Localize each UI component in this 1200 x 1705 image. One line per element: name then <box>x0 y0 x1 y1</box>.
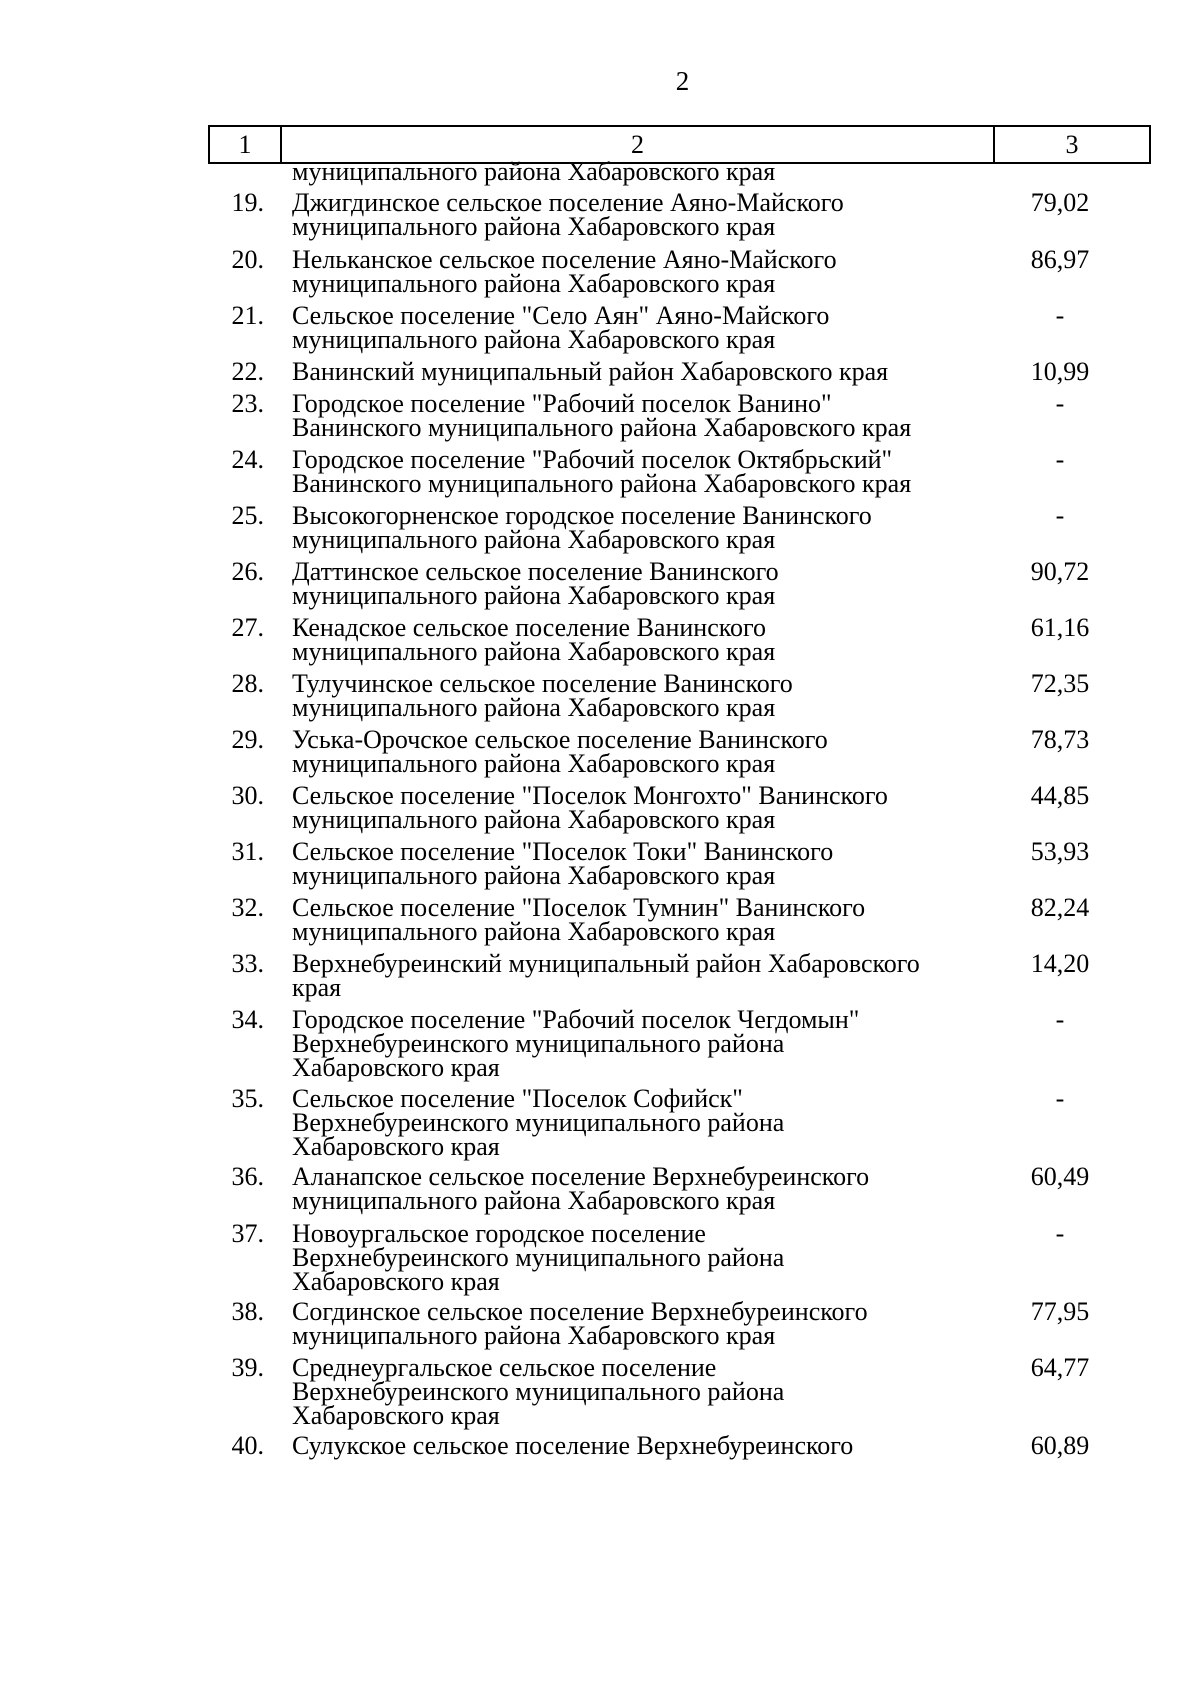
row-name <box>292 613 992 666</box>
row-number: 28. <box>231 669 264 698</box>
row-name <box>292 188 992 241</box>
row-name-line: Кенадское сельское поселение Ванинского <box>292 613 767 642</box>
row-value: 77,95 <box>1030 1297 1090 1326</box>
header-cell-2: 2 <box>282 127 995 162</box>
row-value: 61,16 <box>1030 613 1090 642</box>
row-name-line: муниципального района Хабаровского края <box>292 1321 776 1350</box>
row-value: - <box>1055 1219 1065 1248</box>
row-value: 14,20 <box>1030 949 1090 978</box>
row-number: 23. <box>231 389 264 418</box>
row-name-line: муниципального района Хабаровского края <box>292 917 776 946</box>
row-name-line: Новоургальское городское поселение <box>292 1219 706 1248</box>
row-value: - <box>1055 301 1065 330</box>
row-name-line: муниципального района Хабаровского края <box>292 693 776 722</box>
row-value: 60,49 <box>1030 1162 1090 1191</box>
row-name-line: Городское поселение "Рабочий поселок Чегдомын" <box>292 1005 860 1034</box>
row-name-line: муниципального района Хабаровского края <box>292 805 776 834</box>
row-name <box>292 781 992 834</box>
row-name-line: Хабаровского края <box>292 1132 500 1161</box>
row-name-line: Ванинский муниципальный район Хабаровского края <box>292 357 889 386</box>
row-name <box>292 1431 992 1460</box>
row-value: - <box>1055 1005 1065 1034</box>
row-name <box>292 837 992 890</box>
row-name-line: Даттинское сельское поселение Ванинского <box>292 557 779 586</box>
row-value: 64,77 <box>1030 1353 1090 1382</box>
row-name <box>292 1162 992 1215</box>
row-number: 35. <box>231 1084 264 1113</box>
row-name-line: Хабаровского края <box>292 1401 500 1430</box>
row-name-line: Верхнебуреинский муниципальный район Хабаровского <box>292 949 920 978</box>
row-number: 27. <box>231 613 264 642</box>
row-number: 33. <box>231 949 264 978</box>
row-name <box>292 669 992 722</box>
row-name-line: Сельское поселение "Поселок Софийск" <box>292 1084 743 1113</box>
row-name-line: Тулучинское сельское поселение Ванинского <box>292 669 793 698</box>
row-number: 19. <box>231 188 264 217</box>
row-name-line: муниципального района Хабаровского края <box>292 212 776 241</box>
row-value: 82,24 <box>1030 893 1090 922</box>
row-number: 20. <box>231 245 264 274</box>
row-number: 26. <box>231 557 264 586</box>
row-name <box>292 557 992 610</box>
row-name-line: муниципального района Хабаровского края <box>292 749 776 778</box>
row-value: 60,89 <box>1030 1431 1090 1460</box>
row-number: 37. <box>231 1219 264 1248</box>
header-cell-3: 3 <box>1065 129 1079 159</box>
row-name-line: Аланапское сельское поселение Верхнебуреинского <box>292 1162 870 1191</box>
row-name-line: Городское поселение "Рабочий поселок Октябрьский" <box>292 445 893 474</box>
row-number: 22. <box>231 357 264 386</box>
row-name-line: Сельское поселение "Поселок Монгохто" Ванинского <box>292 781 888 810</box>
row-name <box>292 1084 992 1161</box>
row-name-line: Хабаровского края <box>292 1053 500 1082</box>
row-name <box>292 893 992 946</box>
page-number: 2 <box>675 66 690 96</box>
row-number: 40. <box>231 1431 264 1460</box>
row-value: 53,93 <box>1030 837 1090 866</box>
row-value: 90,72 <box>1030 557 1090 586</box>
row-name <box>292 501 992 554</box>
row-name-line: муниципального района Хабаровского края <box>292 325 776 354</box>
row-name <box>292 725 992 778</box>
row-name-line: Уська-Орочское сельское поселение Ванинского <box>292 725 828 754</box>
row-name-line: Ванинского муниципального района Хабаровского края <box>292 469 912 498</box>
row-number: 29. <box>231 725 264 754</box>
row-number: 25. <box>231 501 264 530</box>
row-number: 36. <box>231 1162 264 1191</box>
row-name-line: Сельское поселение "Поселок Тумнин" Ванинского <box>292 893 866 922</box>
row-value: 78,73 <box>1030 725 1090 754</box>
row-name <box>292 357 992 386</box>
row-name-line: Сельское поселение "Поселок Токи" Ванинского <box>292 837 834 866</box>
row-value: - <box>1055 1084 1065 1113</box>
row-name-line: муниципального района Хабаровского края <box>292 581 776 610</box>
header-cell-1: 1 <box>210 127 282 162</box>
row-name <box>292 245 992 298</box>
row-value: - <box>1055 501 1065 530</box>
row-value: - <box>1055 445 1065 474</box>
row-value: - <box>1055 389 1065 418</box>
row-number: 21. <box>231 301 264 330</box>
row-number: 38. <box>231 1297 264 1326</box>
row-number: 30. <box>231 781 264 810</box>
row-name-line: Сулукское сельское поселение Верхнебуреинского <box>292 1431 854 1460</box>
row-value: 72,35 <box>1030 669 1090 698</box>
row-name <box>292 1297 992 1350</box>
continuation-line: муниципального района Хабаровского края <box>292 157 776 186</box>
row-name-line: муниципального района Хабаровского края <box>292 637 776 666</box>
row-name-line: Согдинское сельское поселение Верхнебуреинского <box>292 1297 868 1326</box>
row-name <box>292 1219 992 1296</box>
row-name-line: Среднеургальское сельское поселение <box>292 1353 717 1382</box>
row-name-line: муниципального района Хабаровского края <box>292 269 776 298</box>
row-name <box>292 949 992 1002</box>
row-name <box>292 301 992 354</box>
row-name-line: муниципального района Хабаровского края <box>292 525 776 554</box>
row-name-line: Нельканское сельское поселение Аяно-Майского <box>292 245 837 274</box>
row-name-line: Верхнебуреинского муниципального района <box>292 1243 785 1272</box>
row-name-line: Хабаровского края <box>292 1267 500 1296</box>
row-number: 34. <box>231 1005 264 1034</box>
row-name <box>292 445 992 498</box>
row-number: 32. <box>231 893 264 922</box>
row-name <box>292 1005 992 1082</box>
row-name-line: Верхнебуреинского муниципального района <box>292 1108 785 1137</box>
row-number: 39. <box>231 1353 264 1382</box>
row-name-line: Городское поселение "Рабочий поселок Ванино" <box>292 389 832 418</box>
row-number: 24. <box>231 445 264 474</box>
row-value: 10,99 <box>1030 357 1090 386</box>
row-value: 44,85 <box>1030 781 1090 810</box>
row-number: 31. <box>231 837 264 866</box>
row-name-line: Верхнебуреинского муниципального района <box>292 1029 785 1058</box>
row-value: 79,02 <box>1030 188 1090 217</box>
row-value: 86,97 <box>1030 245 1090 274</box>
row-name-line: муниципального района Хабаровского края <box>292 1186 776 1215</box>
row-name-line: края <box>292 973 342 1002</box>
row-name <box>292 1353 992 1430</box>
row-name-line: Высокогорненское городское поселение Ванинского <box>292 501 872 530</box>
row-name-line: Сельское поселение "Село Аян" Аяно-Майского <box>292 301 830 330</box>
row-name-line: муниципального района Хабаровского края <box>292 861 776 890</box>
row-name <box>292 389 992 442</box>
row-name-line: Верхнебуреинского муниципального района <box>292 1377 785 1406</box>
row-name-line: Ванинского муниципального района Хабаровского края <box>292 413 912 442</box>
row-name-line: Джигдинское сельское поселение Аяно-Майского <box>292 188 844 217</box>
